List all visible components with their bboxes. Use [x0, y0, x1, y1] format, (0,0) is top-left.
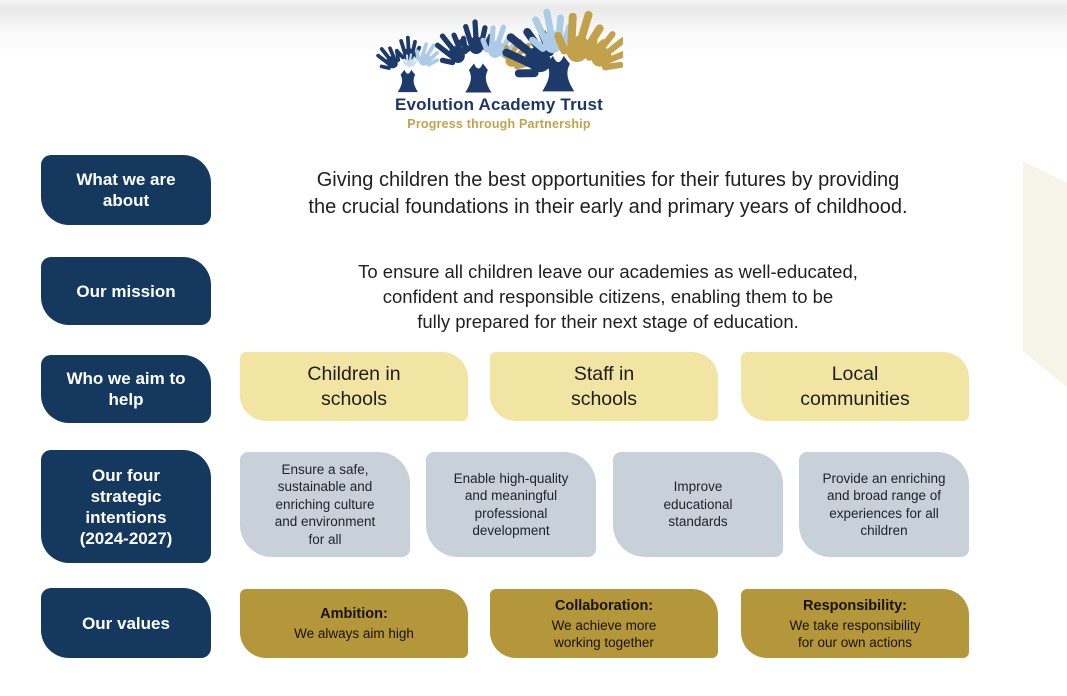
- corner-decoration-shape: [1023, 155, 1067, 395]
- mission-line: fully prepared for their next stage of education.: [417, 311, 799, 332]
- badge-our-mission: [41, 257, 211, 325]
- audience-card-label: Local communities: [800, 362, 910, 410]
- badge-what-we-are-about: [41, 155, 211, 225]
- intention-card-culture: [240, 452, 410, 557]
- intention-card-label: Enable high-quality and meaningful professional development: [453, 470, 569, 538]
- value-card-collaboration: [490, 589, 718, 658]
- mission-line: To ensure all children leave our academies as well-educated,: [358, 261, 858, 282]
- value-card-ambition: [240, 589, 468, 658]
- audience-card-local-communities: [741, 352, 969, 421]
- badge-who-we-aim-to-help: [41, 355, 211, 423]
- intention-card-label: Improve educational standards: [663, 479, 733, 530]
- intention-card-professional-development: [426, 452, 596, 557]
- intention-card-label: Provide an enriching and broad range of experiences for all children: [822, 470, 946, 538]
- intention-card-experiences: [799, 452, 969, 557]
- intention-card-educational-standards: [613, 452, 783, 557]
- about-paragraph: [215, 167, 1001, 221]
- value-title: Collaboration:: [554, 597, 654, 614]
- audience-card-staff-in-schools: [490, 352, 718, 421]
- audience-card-label: Staff in schools: [570, 362, 638, 410]
- about-line: the crucial foundations in their early and primary years of childhood.: [308, 196, 908, 218]
- badge-label: Who we aim to help: [66, 369, 186, 409]
- audience-card-label: Children in schools: [307, 362, 401, 410]
- value-title: Ambition:: [320, 606, 388, 622]
- value-text: We always aim high: [294, 626, 414, 641]
- value-title: Responsibility:: [803, 597, 907, 614]
- value-card-responsibility: [741, 589, 969, 658]
- badge-label: Our four strategic intentions (2024-2027): [79, 465, 173, 548]
- trust-tagline: Progress through Partnership: [407, 117, 591, 131]
- badge-strategic-intentions: [41, 450, 211, 563]
- value-text: We achieve more working together: [551, 617, 657, 650]
- three-trees-of-hands-icon: [375, 8, 623, 94]
- about-line: Giving children the best opportunities for their futures by providing: [316, 169, 900, 191]
- intention-card-label: Ensure a safe, sustainable and enriching culture and environment for all: [274, 461, 376, 547]
- mission-paragraph: [215, 259, 1001, 334]
- badge-label: What we are about: [76, 170, 176, 210]
- audience-card-children-in-schools: [240, 352, 468, 421]
- mission-line: confident and responsible citizens, enabling them to be: [382, 286, 834, 307]
- badge-label: Our mission: [76, 281, 176, 301]
- trust-name: Evolution Academy Trust: [394, 95, 603, 114]
- badge-our-values: [41, 588, 211, 658]
- trust-logo: [368, 8, 630, 131]
- badge-label: Our values: [82, 613, 170, 633]
- value-text: We take responsibility for our own actions: [789, 617, 921, 650]
